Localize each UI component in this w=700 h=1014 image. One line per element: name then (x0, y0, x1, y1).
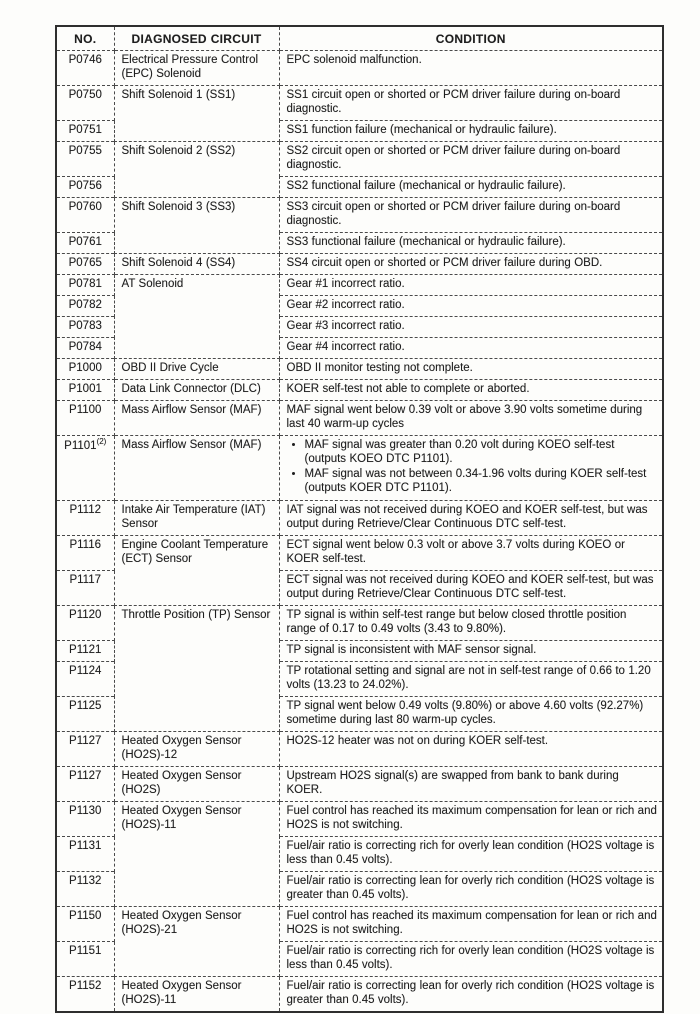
table-row (56, 802, 663, 837)
condition-cell: TP signal is inconsistent with MAF sensor signal. (279, 641, 663, 662)
dtc-code-cell: P0750 (56, 86, 114, 121)
dtc-code-cell: P1127 (56, 767, 114, 802)
table-row (56, 536, 663, 571)
condition-cell: TP signal went below 0.49 volts (9.80%) or above 4.60 volts (92.27%) sometime during last 80 warm-up cycles. (279, 697, 663, 732)
header-diagnosed-circuit: DIAGNOSED CIRCUIT (114, 26, 279, 51)
dtc-code-cell: P1150 (56, 907, 114, 942)
table-row (56, 767, 663, 802)
diagnosed-circuit-cell: Engine Coolant Temperature (ECT) Sensor (114, 536, 279, 606)
table-row (56, 401, 663, 436)
condition-cell: TP signal is within self-test range but below closed throttle position range of 0.17 to 0.49 volts (3.43 to 9.80%). (279, 606, 663, 641)
dtc-code-footnote-mark: (2) (96, 437, 107, 446)
dtc-code-cell: P0746 (56, 51, 114, 86)
diagnosed-circuit-cell: OBD II Drive Cycle (114, 359, 279, 380)
condition-cell: TP rotational setting and signal are not in self-test range of 0.66 to 1.20 volts (13.23 to 24.02%). (279, 662, 663, 697)
diagnosed-circuit-cell: Shift Solenoid 1 (SS1) (114, 86, 279, 142)
diagnosed-circuit-cell: Shift Solenoid 2 (SS2) (114, 142, 279, 198)
table-row (56, 907, 663, 942)
dtc-code-cell: P0761 (56, 233, 114, 254)
condition-cell: SS2 circuit open or shorted or PCM driver failure during on-board diagnostic. (279, 142, 663, 177)
dtc-code-cell: P1112 (56, 501, 114, 536)
condition-cell: HO2S-12 heater was not on during KOER self-test. (279, 732, 663, 767)
dtc-code-cell: P0781 (56, 275, 114, 296)
condition-cell (279, 436, 663, 501)
condition-bullet-item: • MAF signal was greater than 0.20 volt during KOEO self-test (outputs KOEO DTC P1101). (305, 438, 658, 466)
diagnosed-circuit-cell: Intake Air Temperature (IAT) Sensor (114, 501, 279, 536)
dtc-code-cell: P1000 (56, 359, 114, 380)
condition-cell: SS2 functional failure (mechanical or hydraulic failure). (279, 177, 663, 198)
diagnosed-circuit-cell: Heated Oxygen Sensor (HO2S)-12 (114, 732, 279, 767)
table-row (56, 254, 663, 275)
dtc-code-cell: P0765 (56, 254, 114, 275)
dtc-code-cell: P1120 (56, 606, 114, 641)
condition-cell: Fuel/air ratio is correcting rich for overly lean condition (HO2S voltage is less than 0.45 volts). (279, 942, 663, 977)
condition-cell: IAT signal was not received during KOEO and KOER self-test, but was output during Retrieve/Clear Continuous DTC self-test. (279, 501, 663, 536)
table-row (56, 732, 663, 767)
header-no: NO. (56, 26, 114, 51)
diagnosed-circuit-cell: Mass Airflow Sensor (MAF) (114, 436, 279, 501)
condition-cell: Gear #2 incorrect ratio. (279, 296, 663, 317)
dtc-code-cell: P1151 (56, 942, 114, 977)
table-row (56, 977, 663, 1013)
diagnosed-circuit-cell: Shift Solenoid 3 (SS3) (114, 198, 279, 254)
diagnosed-circuit-cell: Shift Solenoid 4 (SS4) (114, 254, 279, 275)
condition-cell: Fuel/air ratio is correcting lean for overly rich condition (HO2S voltage is greater than 0.45 volts). (279, 977, 663, 1013)
table-row (56, 275, 663, 296)
table-row (56, 86, 663, 121)
dtc-code-cell: P1127 (56, 732, 114, 767)
condition-cell: Gear #1 incorrect ratio. (279, 275, 663, 296)
diagnosed-circuit-cell: AT Solenoid (114, 275, 279, 359)
dtc-table (55, 25, 664, 1013)
dtc-code-cell: P1132 (56, 872, 114, 907)
condition-cell: Fuel control has reached its maximum compensation for lean or rich and HO2S is not switching. (279, 907, 663, 942)
diagnosed-circuit-cell: Data Link Connector (DLC) (114, 380, 279, 401)
dtc-code-cell: P0760 (56, 198, 114, 233)
condition-cell: ECT signal went below 0.3 volt or above 3.7 volts during KOEO or KOER self-test. (279, 536, 663, 571)
condition-cell: MAF signal went below 0.39 volt or above 3.90 volts sometime during last 40 warm-up cycles (279, 401, 663, 436)
dtc-code-cell: P1101$^{(2)}$ (56, 436, 114, 501)
header-condition: CONDITION (279, 26, 663, 51)
condition-cell: SS1 circuit open or shorted or PCM driver failure during on-board diagnostic. (279, 86, 663, 121)
dtc-code-cell: P1130 (56, 802, 114, 837)
condition-cell: OBD II monitor testing not complete. (279, 359, 663, 380)
dtc-table-container (55, 25, 664, 1013)
condition-cell: Fuel/air ratio is correcting lean for overly rich condition (HO2S voltage is greater than 0.45 volts). (279, 872, 663, 907)
dtc-code-cell: P1124 (56, 662, 114, 697)
condition-cell: SS3 functional failure (mechanical or hydraulic failure). (279, 233, 663, 254)
table-row (56, 501, 663, 536)
diagnosed-circuit-cell: Throttle Position (TP) Sensor (114, 606, 279, 732)
diagnosed-circuit-cell: Electrical Pressure Control (EPC) Solenoid (114, 51, 279, 86)
table-row (56, 606, 663, 641)
dtc-table-body (56, 51, 663, 1013)
table-row (56, 380, 663, 401)
diagnosed-circuit-cell: Heated Oxygen Sensor (HO2S) (114, 767, 279, 802)
diagnosed-circuit-cell: Heated Oxygen Sensor (HO2S)-21 (114, 907, 279, 977)
dtc-code-cell: P1100 (56, 401, 114, 436)
dtc-code-cell: P0755 (56, 142, 114, 177)
header-row (56, 26, 663, 51)
condition-cell: Gear #4 incorrect ratio. (279, 338, 663, 359)
table-row (56, 51, 663, 86)
table-row (56, 359, 663, 380)
dtc-code-cell: P0756 (56, 177, 114, 198)
dtc-code-cell: P0751 (56, 121, 114, 142)
table-row (56, 142, 663, 177)
dtc-code-cell: P1116 (56, 536, 114, 571)
condition-cell: ECT signal was not received during KOEO and KOER self-test, but was output during Retrieve/Clear Continuous DTC self-test. (279, 571, 663, 606)
condition-cell: SS1 function failure (mechanical or hydraulic failure). (279, 121, 663, 142)
condition-cell: Fuel control has reached its maximum compensation for lean or rich and HO2S is not switching. (279, 802, 663, 837)
dtc-code-cell: P0783 (56, 317, 114, 338)
condition-cell: Gear #3 incorrect ratio. (279, 317, 663, 338)
condition-cell: KOER self-test not able to complete or aborted. (279, 380, 663, 401)
dtc-code-cell: P1152 (56, 977, 114, 1013)
table-row (56, 198, 663, 233)
diagnosed-circuit-cell: Heated Oxygen Sensor (HO2S)-11 (114, 977, 279, 1013)
dtc-code-cell: P1001 (56, 380, 114, 401)
dtc-code-cell: P1117 (56, 571, 114, 606)
condition-cell: Upstream HO2S signal(s) are swapped from bank to bank during KOER. (279, 767, 663, 802)
dtc-code-cell: P1131 (56, 837, 114, 872)
diagnosed-circuit-cell: Mass Airflow Sensor (MAF) (114, 401, 279, 436)
condition-cell: EPC solenoid malfunction. (279, 51, 663, 86)
diagnosed-circuit-cell: Heated Oxygen Sensor (HO2S)-11 (114, 802, 279, 907)
condition-cell: SS4 circuit open or shorted or PCM driver failure during OBD. (279, 254, 663, 275)
condition-bullet-list (287, 438, 658, 495)
dtc-code-cell: P1121 (56, 641, 114, 662)
dtc-code-cell: P0782 (56, 296, 114, 317)
dtc-table-header (56, 26, 663, 51)
condition-cell: SS3 circuit open or shorted or PCM driver failure during on-board diagnostic. (279, 198, 663, 233)
table-row (56, 436, 663, 501)
dtc-code-cell: P1125 (56, 697, 114, 732)
condition-cell: Fuel/air ratio is correcting rich for overly lean condition (HO2S voltage is less than 0.45 volts). (279, 837, 663, 872)
condition-bullet-item: • MAF signal was not between 0.34-1.96 volts during KOER self-test (outputs KOER DTC P1101). (305, 467, 658, 495)
dtc-code-cell: P0784 (56, 338, 114, 359)
